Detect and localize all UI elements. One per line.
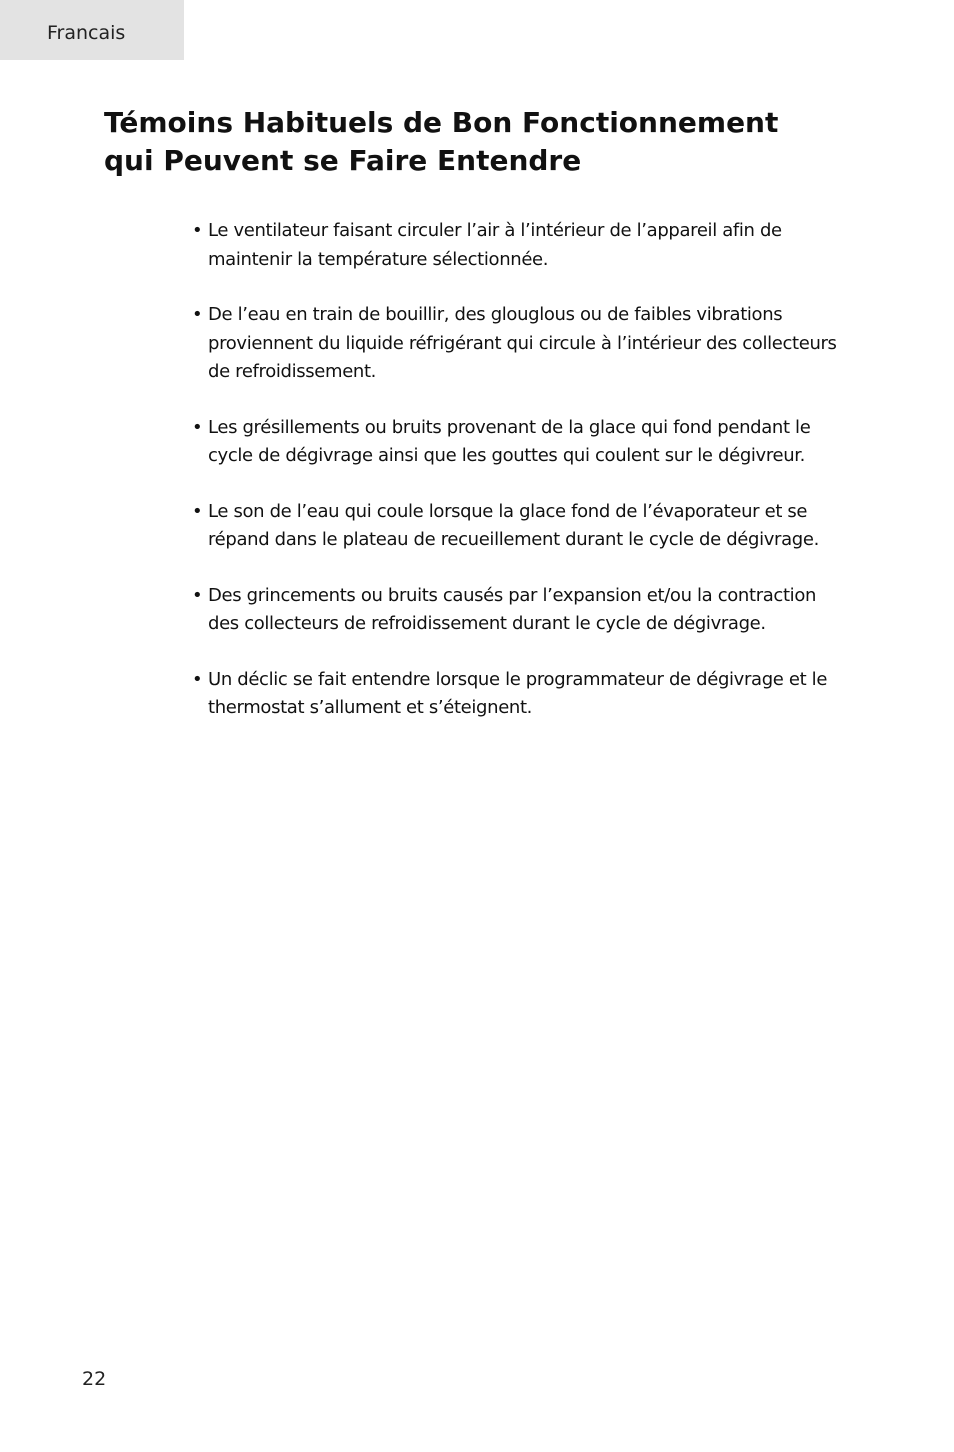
bullet-icon: • [192, 500, 203, 522]
list-item-text: Un déclic se fait entendre lorsque le programmateur de dégivrage et le thermostat s’allument et s’éteignent. [208, 668, 828, 718]
list-item-text: Les grésillements ou bruits provenant de la glace qui fond pendant le cycle de dégivrage ainsi que les gouttes qui coulent sur le dégivreur. [208, 416, 811, 466]
bullet-icon: • [192, 220, 203, 241]
page-title [104, 104, 864, 180]
list-item-text: De l’eau en train de bouillir, des glouglous ou de faibles vibrations proviennent du liquide réfrigérant qui circule à l’intérieur des collecteurs de refroidissement. [208, 304, 837, 382]
bullet-icon: • [192, 304, 203, 325]
bullet-icon: • [192, 584, 203, 606]
language-label: Francais [47, 22, 126, 44]
list-item [192, 414, 852, 471]
page-number: 22 [82, 1368, 107, 1390]
list-item [192, 582, 852, 639]
list-item [192, 666, 852, 723]
bullet-icon: • [192, 416, 203, 438]
normal-noise-list [192, 217, 852, 750]
bullet-icon: • [192, 668, 203, 690]
page-title-line-2: qui Peuvent se Faire Entendre [104, 144, 582, 177]
list-item [192, 301, 852, 387]
list-item-text: Des grincements ou bruits causés par l’expansion et/ou la contraction des collecteurs de refroidissement durant le cycle de dégivrage. [208, 584, 817, 634]
list-item-text: Le son de l’eau qui coule lorsque la glace fond de l’évaporateur et se répand dans le plateau de recueillement durant le cycle de dégivrage. [208, 500, 819, 550]
list-item [192, 217, 852, 274]
language-tab [0, 0, 184, 60]
list-item-text: Le ventilateur faisant circuler l’air à l’intérieur de l’appareil afin de maintenir la température sélectionnée. [208, 220, 782, 270]
list-item [192, 498, 852, 555]
page-title-line-1: Témoins Habituels de Bon Fonctionnement [104, 106, 779, 139]
